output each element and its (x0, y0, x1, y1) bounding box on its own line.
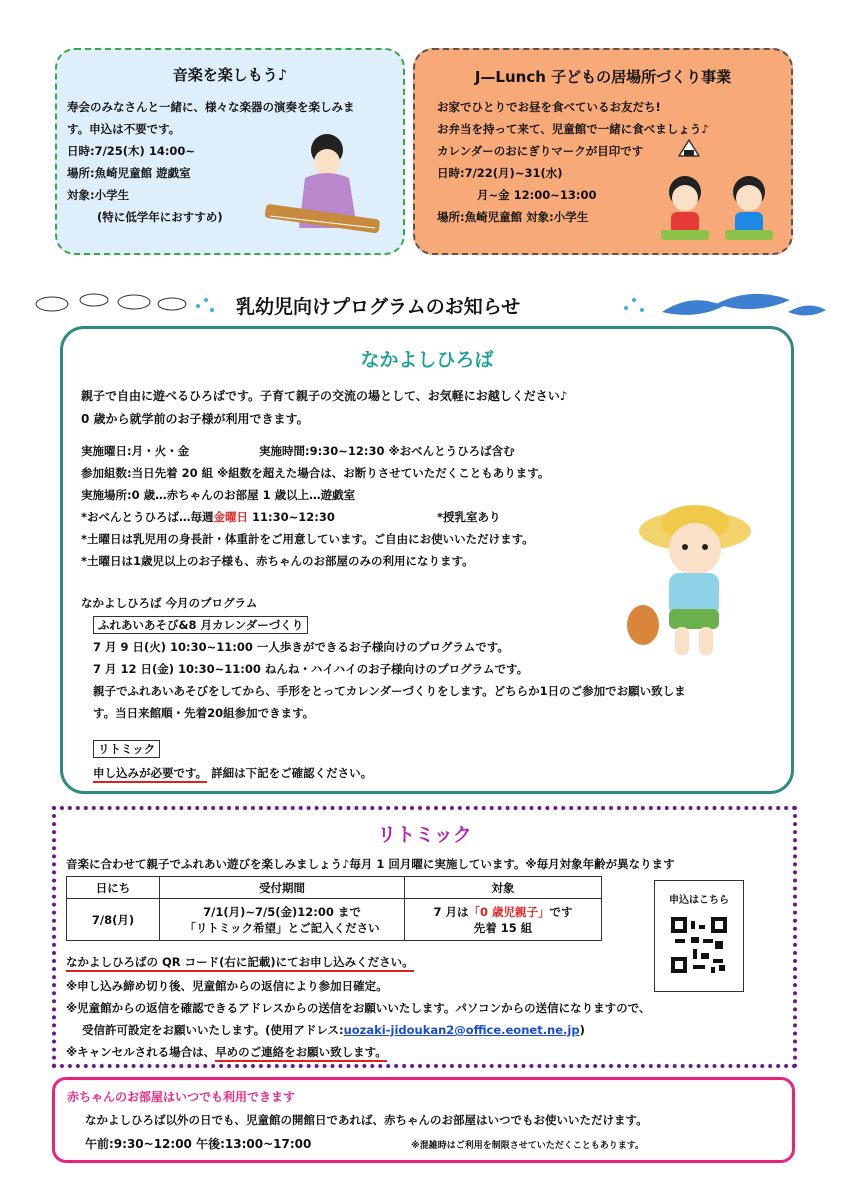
nakayoshi-days: 実施曜日:月・火・金 (81, 444, 190, 458)
rhythmic-address-note: ※児童館からの返信を確認できるアドレスからの送信をお願いいたします。パソコンからの送信になりますので、 (66, 1001, 651, 1015)
nakayoshi-place: 実施場所:0 歳…赤ちゃんのお部屋 1 歳以上…遊戯室 (81, 488, 356, 502)
rhythmic-intro: 音楽に合わせて親子でふれあい遊びを楽しみましょう♪毎月 1 回月曜に実施しています。※毎月対象年齢が異なります (66, 857, 675, 871)
email-link[interactable]: uozaki-jidoukan2@office.eonet.ne.jp (343, 1023, 580, 1037)
nakayoshi-title: なかよしひろば (360, 349, 494, 371)
lunch-date: 日時:7/22(月)~31(水) (437, 166, 563, 180)
rhythmic-deadline-note: ※申し込み締め切り後、児童館からの返信により参加日確定。 (66, 979, 388, 993)
rhythmic-table (66, 876, 602, 941)
music-target: 対象:小学生 (67, 188, 130, 202)
lunch-box (413, 48, 793, 255)
koto-player-illustration (265, 128, 387, 240)
nursing-room-note: *授乳室あり (437, 510, 501, 524)
program-line4: す。当日来館順・先着20組参加できます。 (93, 706, 315, 720)
saturday-note1: *土曜日は乳児用の身長計・体重計をご用意しています。ご自由にお使いいただけます。 (81, 532, 534, 546)
dolphin-decoration-right (612, 286, 832, 326)
table-header-target: 対象 (405, 877, 602, 899)
baby-room-note: ※混雑時はご利用を制限させていただくこともあります。 (411, 1141, 645, 1151)
lunch-title: J—Lunch 子どもの居場所づくり事業 (474, 68, 732, 86)
section-title: 乳幼児向けプログラムのお知らせ (236, 296, 521, 318)
music-note: (特に低学年におすすめ) (97, 210, 223, 224)
table-cell-period: 7/1(月)~7/5(金)12:00 まで 「リトミック希望」とご記入ください (160, 899, 405, 941)
music-box (55, 48, 405, 255)
program-line2: 7 月 12 日(金) 10:30~11:00 ねんね・ハイハイのお子様向けのプログラムです。 (93, 662, 529, 676)
qr-code-icon[interactable] (671, 917, 727, 973)
baby-room-box (52, 1077, 795, 1163)
qr-panel (654, 880, 744, 992)
baby-room-line1: なかよしひろば以外の日でも、児童館の開館日であれば、赤ちゃんのお部屋はいつでもお使いいただけます。 (85, 1113, 648, 1127)
baby-room-title: 赤ちゃんのお部屋はいつでも利用できます (67, 1090, 296, 1104)
rhythmic-tag: リトミック (93, 740, 160, 758)
music-date: 日時:7/25(木) 14:00~ (67, 144, 196, 158)
nakayoshi-hours: 実施時間:9:30~12:30 ※おべんとうひろば含む (259, 444, 515, 458)
table-header-date: 日にち (67, 877, 160, 899)
music-line1: 寿会のみなさんと一緒に、様々な楽器の演奏を楽しみま (67, 100, 355, 114)
saturday-note2: *土曜日は1歳児以上のお子様も、赤ちゃんのお部屋のみの利用になります。 (81, 554, 474, 568)
fish-decoration-left (30, 286, 220, 322)
rhythmic-apply-note: なかよしひろばの QR コード(右に記載)にてお申し込みください。 (66, 954, 414, 970)
nakayoshi-intro2: 0 歳から就学前のお子様が利用できます。 (81, 412, 309, 426)
child-with-hat-illustration (623, 497, 763, 667)
qr-label: 申込はこちら (669, 895, 729, 906)
rhythmic-box (52, 806, 797, 1068)
bento-hiroba-line: *おべんとうひろば…毎週金曜日 11:30~12:30 (81, 510, 335, 524)
rhythmic-title: リトミック (377, 824, 472, 846)
program-tag: ふれあいあそび&8 月カレンダーづくり (93, 616, 308, 634)
onigiri-icon (677, 138, 701, 158)
lunch-line3: カレンダーのおにぎりマークが目印です (437, 144, 644, 158)
kids-eating-illustration (653, 172, 783, 248)
rhythmic-email-line: 受信許可設定をお願いいたします。(使用アドレス:uozaki-jidoukan2@office.eonet.ne.jp) (82, 1023, 585, 1037)
rhythmic-required-line: 申し込みが必要です。 詳細は下記をご確認ください。 (93, 765, 372, 781)
nakayoshi-box (60, 326, 794, 794)
program-line1: 7 月 9 日(火) 10:30~11:00 一人歩きができるお子様向けのプログラムです。 (93, 640, 509, 654)
lunch-line2: お弁当を持って来て、児童館で一緒に食べましょう♪ (437, 122, 709, 136)
table-header-period: 受付期間 (160, 877, 405, 899)
nakayoshi-groups: 参加組数:当日先着 20 組 ※組数を超えた場合は、お断りさせていただくこともあります。 (81, 466, 550, 480)
lunch-place: 場所:魚崎児童館 対象:小学生 (437, 210, 589, 224)
nakayoshi-intro1: 親子で自由に遊べるひろばです。子育て親子の交流の場として、お気軽にお越しください♪ (81, 389, 568, 403)
music-title: 音楽を楽しもう♪ (172, 66, 288, 84)
program-title: なかよしひろば 今月のプログラム (81, 596, 258, 610)
program-line3: 親子でふれあいあそびをしてから、手形をとってカレンダーづくりをします。どちらか1日のご参加でお願い致しま (93, 684, 686, 698)
music-place: 場所:魚崎児童館 遊戯室 (67, 166, 191, 180)
table-cell-target: 7 月は「0 歳児親子」です 先着 15 組 (405, 899, 602, 941)
music-line2: す。申込は不要です。 (67, 122, 181, 136)
lunch-time: 月~金 12:00~13:00 (477, 188, 597, 202)
baby-room-hours: 午前:9:30~12:00 午後:13:00~17:00 (85, 1137, 312, 1151)
rhythmic-cancel-note: ※キャンセルされる場合は、早めのご連絡をお願い致します。 (66, 1044, 387, 1060)
lunch-line1: お家でひとりでお昼を食べているお友だち! (437, 100, 661, 114)
table-cell-date: 7/8(月) (67, 899, 160, 941)
